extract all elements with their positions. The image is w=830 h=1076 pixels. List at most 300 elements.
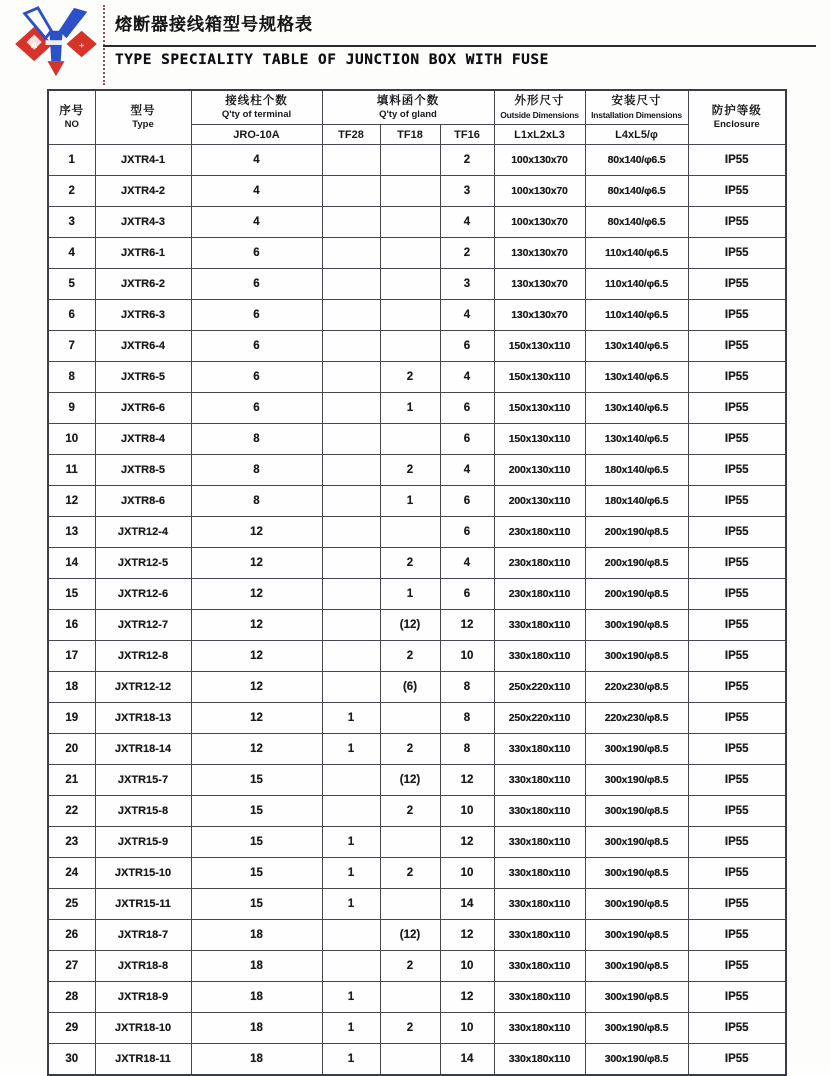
cell-tf28 xyxy=(322,765,380,796)
table-row xyxy=(48,951,786,982)
cell-enclosure: IP55 xyxy=(688,424,786,455)
cell-tf18: 2 xyxy=(380,796,440,827)
cell-tf28: 1 xyxy=(322,1044,380,1076)
cell-type: JXTR15-11 xyxy=(95,889,191,920)
cell-jro10a: 6 xyxy=(191,238,322,269)
cell-enclosure: IP55 xyxy=(688,982,786,1013)
cell-type: JXTR18-9 xyxy=(95,982,191,1013)
cell-tf18: 1 xyxy=(380,579,440,610)
table-row xyxy=(48,579,786,610)
cell-jro10a: 12 xyxy=(191,672,322,703)
cell-outside: 130x130x70 xyxy=(494,300,585,331)
cell-tf16: 12 xyxy=(440,765,494,796)
cell-jro10a: 18 xyxy=(191,1013,322,1044)
cell-tf28 xyxy=(322,579,380,610)
cell-type: JXTR18-7 xyxy=(95,920,191,951)
cell-no: 21 xyxy=(48,765,95,796)
cell-tf16: 6 xyxy=(440,486,494,517)
col-install-en: Installation Dimensions xyxy=(591,110,682,120)
cell-type: JXTR12-4 xyxy=(95,517,191,548)
cell-outside: 330x180x110 xyxy=(494,827,585,858)
cell-no: 25 xyxy=(48,889,95,920)
cell-type: JXTR12-8 xyxy=(95,641,191,672)
cell-tf16: 4 xyxy=(440,300,494,331)
cell-enclosure: IP55 xyxy=(688,300,786,331)
cell-no: 2 xyxy=(48,176,95,207)
cell-type: JXTR4-1 xyxy=(95,145,191,176)
cell-tf16: 14 xyxy=(440,1044,494,1076)
cell-tf18: 2 xyxy=(380,641,440,672)
cell-outside: 150x130x110 xyxy=(494,362,585,393)
cell-install: 80x140/φ6.5 xyxy=(585,176,688,207)
cell-install: 300x190/φ8.5 xyxy=(585,1013,688,1044)
cell-no: 28 xyxy=(48,982,95,1013)
cell-tf28: 1 xyxy=(322,858,380,889)
cell-outside: 330x180x110 xyxy=(494,796,585,827)
cell-type: JXTR18-14 xyxy=(95,734,191,765)
cell-tf18: 2 xyxy=(380,858,440,889)
cell-install: 220x230/φ8.5 xyxy=(585,672,688,703)
cell-no: 27 xyxy=(48,951,95,982)
cell-type: JXTR8-5 xyxy=(95,455,191,486)
cell-tf28 xyxy=(322,672,380,703)
cell-tf16: 4 xyxy=(440,207,494,238)
cell-outside: 330x180x110 xyxy=(494,610,585,641)
cell-outside: 330x180x110 xyxy=(494,1013,585,1044)
cell-tf16: 12 xyxy=(440,827,494,858)
cell-tf28 xyxy=(322,269,380,300)
cell-enclosure: IP55 xyxy=(688,858,786,889)
cell-tf18 xyxy=(380,238,440,269)
col-header-outside xyxy=(494,90,585,125)
cell-tf28: 1 xyxy=(322,734,380,765)
col-outside-zh: 外形尺寸 xyxy=(514,95,565,107)
cell-enclosure: IP55 xyxy=(688,610,786,641)
cell-jro10a: 12 xyxy=(191,703,322,734)
cell-no: 15 xyxy=(48,579,95,610)
cell-tf28 xyxy=(322,796,380,827)
cell-install: 220x230/φ8.5 xyxy=(585,703,688,734)
col-header-gland xyxy=(322,90,494,125)
cell-outside: 230x180x110 xyxy=(494,517,585,548)
cell-no: 12 xyxy=(48,486,95,517)
cell-tf28 xyxy=(322,207,380,238)
cell-no: 24 xyxy=(48,858,95,889)
col-header-type xyxy=(95,90,191,145)
col-terminal-zh: 接线柱个数 xyxy=(225,95,288,107)
cell-outside: 200x130x110 xyxy=(494,486,585,517)
cell-tf28 xyxy=(322,517,380,548)
cell-enclosure: IP55 xyxy=(688,579,786,610)
col-type-en: Type xyxy=(132,119,154,130)
table-row xyxy=(48,424,786,455)
cell-tf28 xyxy=(322,951,380,982)
cell-tf28 xyxy=(322,548,380,579)
cell-tf16: 6 xyxy=(440,393,494,424)
col-header-enclosure xyxy=(688,90,786,145)
cell-outside: 330x180x110 xyxy=(494,858,585,889)
spec-table-head xyxy=(48,90,786,145)
cell-install: 180x140/φ6.5 xyxy=(585,455,688,486)
cell-install: 300x190/φ8.5 xyxy=(585,951,688,982)
cell-outside: 250x220x110 xyxy=(494,703,585,734)
cell-type: JXTR4-3 xyxy=(95,207,191,238)
cell-tf18 xyxy=(380,145,440,176)
cell-outside: 250x220x110 xyxy=(494,672,585,703)
cell-type: JXTR18-8 xyxy=(95,951,191,982)
cell-no: 11 xyxy=(48,455,95,486)
table-row xyxy=(48,176,786,207)
col-header-no xyxy=(48,90,95,145)
cell-jro10a: 4 xyxy=(191,145,322,176)
cell-type: JXTR6-2 xyxy=(95,269,191,300)
table-row xyxy=(48,982,786,1013)
table-row xyxy=(48,331,786,362)
cell-enclosure: IP55 xyxy=(688,734,786,765)
cell-tf16: 12 xyxy=(440,610,494,641)
cell-type: JXTR8-4 xyxy=(95,424,191,455)
cell-enclosure: IP55 xyxy=(688,331,786,362)
cell-no: 3 xyxy=(48,207,95,238)
table-row xyxy=(48,1013,786,1044)
cell-tf18: (6) xyxy=(380,672,440,703)
cell-no: 7 xyxy=(48,331,95,362)
col-header-terminal xyxy=(191,90,322,125)
cell-enclosure: IP55 xyxy=(688,951,786,982)
cell-tf16: 4 xyxy=(440,455,494,486)
col-gland-zh: 填料函个数 xyxy=(376,95,440,107)
subcol-jro10a: JRO-10A xyxy=(191,125,322,145)
cell-outside: 330x180x110 xyxy=(494,1044,585,1076)
cell-install: 130x140/φ6.5 xyxy=(585,424,688,455)
cell-enclosure: IP55 xyxy=(688,207,786,238)
cell-jro10a: 12 xyxy=(191,517,322,548)
cell-no: 23 xyxy=(48,827,95,858)
cell-tf16: 10 xyxy=(440,796,494,827)
cell-tf18: 2 xyxy=(380,455,440,486)
col-terminal-en: Q'ty of terminal xyxy=(221,109,292,120)
cell-enclosure: IP55 xyxy=(688,889,786,920)
cell-type: JXTR6-5 xyxy=(95,362,191,393)
cell-jro10a: 15 xyxy=(191,796,322,827)
cell-enclosure: IP55 xyxy=(688,548,786,579)
cell-no: 17 xyxy=(48,641,95,672)
cell-tf28: 1 xyxy=(322,827,380,858)
cell-tf18: 2 xyxy=(380,951,440,982)
table-row xyxy=(48,889,786,920)
table-row xyxy=(48,486,786,517)
cell-outside: 230x180x110 xyxy=(494,548,585,579)
company-emblem-icon xyxy=(12,6,100,82)
title-divider xyxy=(103,45,816,47)
svg-text:+: + xyxy=(79,39,85,50)
svg-text:A: A xyxy=(31,39,38,50)
cell-install: 300x190/φ8.5 xyxy=(585,765,688,796)
cell-tf28 xyxy=(322,455,380,486)
subcol-tf18: TF18 xyxy=(380,125,440,145)
cell-enclosure: IP55 xyxy=(688,238,786,269)
cell-enclosure: IP55 xyxy=(688,641,786,672)
cell-jro10a: 15 xyxy=(191,858,322,889)
cell-enclosure: IP55 xyxy=(688,176,786,207)
cell-install: 80x140/φ6.5 xyxy=(585,207,688,238)
subcol-tf16: TF16 xyxy=(440,125,494,145)
cell-type: JXTR12-7 xyxy=(95,610,191,641)
cell-install: 130x140/φ6.5 xyxy=(585,393,688,424)
col-enclosure-zh: 防护等级 xyxy=(711,105,762,117)
cell-tf16: 8 xyxy=(440,703,494,734)
table-row xyxy=(48,238,786,269)
cell-no: 20 xyxy=(48,734,95,765)
cell-no: 22 xyxy=(48,796,95,827)
cell-no: 13 xyxy=(48,517,95,548)
cell-outside: 200x130x110 xyxy=(494,455,585,486)
cell-install: 300x190/φ8.5 xyxy=(585,982,688,1013)
cell-outside: 330x180x110 xyxy=(494,951,585,982)
cell-tf16: 2 xyxy=(440,238,494,269)
cell-tf16: 12 xyxy=(440,982,494,1013)
cell-outside: 330x180x110 xyxy=(494,920,585,951)
cell-install: 200x190/φ8.5 xyxy=(585,548,688,579)
cell-tf16: 6 xyxy=(440,579,494,610)
cell-install: 180x140/φ6.5 xyxy=(585,486,688,517)
page-title-en: TYPE SPECIALITY TABLE OF JUNCTION BOX WITH FUSE xyxy=(115,52,549,68)
cell-tf16: 3 xyxy=(440,269,494,300)
cell-type: JXTR18-10 xyxy=(95,1013,191,1044)
cell-jro10a: 18 xyxy=(191,951,322,982)
cell-tf18 xyxy=(380,827,440,858)
cell-tf18 xyxy=(380,889,440,920)
cell-tf16: 4 xyxy=(440,548,494,579)
cell-enclosure: IP55 xyxy=(688,486,786,517)
cell-enclosure: IP55 xyxy=(688,827,786,858)
cell-tf18 xyxy=(380,269,440,300)
subcol-l4l5: L4xL5/φ xyxy=(585,125,688,145)
cell-tf16: 10 xyxy=(440,951,494,982)
cell-install: 300x190/φ8.5 xyxy=(585,827,688,858)
cell-type: JXTR12-6 xyxy=(95,579,191,610)
cell-outside: 130x130x70 xyxy=(494,269,585,300)
cell-jro10a: 12 xyxy=(191,610,322,641)
cell-tf18: (12) xyxy=(380,920,440,951)
cell-enclosure: IP55 xyxy=(688,145,786,176)
spec-table-body xyxy=(48,145,786,1076)
cell-install: 110x140/φ6.5 xyxy=(585,238,688,269)
spec-table xyxy=(47,89,787,1076)
cell-no: 6 xyxy=(48,300,95,331)
cell-tf16: 8 xyxy=(440,672,494,703)
cell-no: 1 xyxy=(48,145,95,176)
cell-no: 30 xyxy=(48,1044,95,1076)
cell-jro10a: 15 xyxy=(191,765,322,796)
cell-tf28 xyxy=(322,424,380,455)
table-row xyxy=(48,827,786,858)
cell-install: 300x190/φ8.5 xyxy=(585,1044,688,1076)
table-row xyxy=(48,300,786,331)
cell-tf28 xyxy=(322,610,380,641)
cell-install: 200x190/φ8.5 xyxy=(585,579,688,610)
col-header-install xyxy=(585,90,688,125)
table-row xyxy=(48,641,786,672)
cell-no: 19 xyxy=(48,703,95,734)
cell-jro10a: 15 xyxy=(191,827,322,858)
cell-tf28 xyxy=(322,362,380,393)
cell-enclosure: IP55 xyxy=(688,269,786,300)
table-row xyxy=(48,362,786,393)
cell-jro10a: 8 xyxy=(191,486,322,517)
cell-tf28: 1 xyxy=(322,703,380,734)
subcol-l1l2l3: L1xL2xL3 xyxy=(494,125,585,145)
cell-tf16: 8 xyxy=(440,734,494,765)
cell-install: 200x190/φ8.5 xyxy=(585,517,688,548)
cell-tf28 xyxy=(322,641,380,672)
cell-tf18: 2 xyxy=(380,734,440,765)
cell-install: 130x140/φ6.5 xyxy=(585,331,688,362)
cell-type: JXTR8-6 xyxy=(95,486,191,517)
cell-enclosure: IP55 xyxy=(688,796,786,827)
cell-jro10a: 8 xyxy=(191,455,322,486)
cell-tf28 xyxy=(322,145,380,176)
cell-install: 300x190/φ8.5 xyxy=(585,641,688,672)
cell-install: 300x190/φ8.5 xyxy=(585,796,688,827)
cell-jro10a: 6 xyxy=(191,300,322,331)
cell-jro10a: 12 xyxy=(191,579,322,610)
cell-no: 5 xyxy=(48,269,95,300)
cell-install: 300x190/φ8.5 xyxy=(585,920,688,951)
cell-tf16: 10 xyxy=(440,858,494,889)
cell-enclosure: IP55 xyxy=(688,765,786,796)
cell-tf18 xyxy=(380,517,440,548)
cell-type: JXTR12-5 xyxy=(95,548,191,579)
cell-outside: 130x130x70 xyxy=(494,238,585,269)
cell-install: 80x140/φ6.5 xyxy=(585,145,688,176)
cell-tf28 xyxy=(322,393,380,424)
cell-jro10a: 6 xyxy=(191,269,322,300)
col-gland-en: Q'ty of gland xyxy=(379,109,437,120)
cell-tf28 xyxy=(322,920,380,951)
cell-enclosure: IP55 xyxy=(688,920,786,951)
cell-type: JXTR6-4 xyxy=(95,331,191,362)
table-row xyxy=(48,703,786,734)
table-row xyxy=(48,207,786,238)
cell-jro10a: 6 xyxy=(191,362,322,393)
table-row xyxy=(48,672,786,703)
cell-install: 300x190/φ8.5 xyxy=(585,858,688,889)
cell-jro10a: 18 xyxy=(191,1044,322,1076)
cell-tf18: (12) xyxy=(380,765,440,796)
cell-install: 110x140/φ6.5 xyxy=(585,300,688,331)
col-no-zh: 序号 xyxy=(59,105,85,117)
table-row xyxy=(48,517,786,548)
cell-tf16: 4 xyxy=(440,362,494,393)
cell-outside: 150x130x110 xyxy=(494,424,585,455)
cell-tf28: 1 xyxy=(322,1013,380,1044)
cell-install: 110x140/φ6.5 xyxy=(585,269,688,300)
cell-tf28: 1 xyxy=(322,982,380,1013)
table-row xyxy=(48,269,786,300)
cell-no: 8 xyxy=(48,362,95,393)
page-title-zh: 熔断器接线箱型号规格表 xyxy=(115,15,313,34)
cell-tf18 xyxy=(380,1044,440,1076)
cell-enclosure: IP55 xyxy=(688,703,786,734)
cell-tf16: 2 xyxy=(440,145,494,176)
col-install-zh: 安装尺寸 xyxy=(611,95,662,107)
cell-tf16: 6 xyxy=(440,424,494,455)
cell-enclosure: IP55 xyxy=(688,393,786,424)
company-logo xyxy=(12,6,100,82)
cell-outside: 100x130x70 xyxy=(494,145,585,176)
cell-tf18: 2 xyxy=(380,1013,440,1044)
cell-tf16: 6 xyxy=(440,517,494,548)
cell-no: 14 xyxy=(48,548,95,579)
cell-enclosure: IP55 xyxy=(688,362,786,393)
cell-outside: 330x180x110 xyxy=(494,889,585,920)
cell-type: JXTR18-11 xyxy=(95,1044,191,1076)
table-row xyxy=(48,610,786,641)
cell-outside: 330x180x110 xyxy=(494,641,585,672)
cell-enclosure: IP55 xyxy=(688,455,786,486)
table-row xyxy=(48,734,786,765)
cell-no: 26 xyxy=(48,920,95,951)
table-row xyxy=(48,796,786,827)
cell-tf18 xyxy=(380,424,440,455)
cell-outside: 230x180x110 xyxy=(494,579,585,610)
cell-install: 300x190/φ8.5 xyxy=(585,889,688,920)
cell-tf28 xyxy=(322,300,380,331)
cell-tf18: (12) xyxy=(380,610,440,641)
cell-type: JXTR6-1 xyxy=(95,238,191,269)
cell-tf18 xyxy=(380,207,440,238)
cell-jro10a: 18 xyxy=(191,982,322,1013)
cell-enclosure: IP55 xyxy=(688,1044,786,1076)
cell-type: JXTR15-10 xyxy=(95,858,191,889)
cell-tf18: 1 xyxy=(380,393,440,424)
cell-install: 130x140/φ6.5 xyxy=(585,362,688,393)
table-row xyxy=(48,858,786,889)
cell-tf28 xyxy=(322,238,380,269)
cell-no: 10 xyxy=(48,424,95,455)
cell-jro10a: 6 xyxy=(191,393,322,424)
cell-outside: 100x130x70 xyxy=(494,176,585,207)
cell-enclosure: IP55 xyxy=(688,672,786,703)
cell-enclosure: IP55 xyxy=(688,1013,786,1044)
cell-jro10a: 12 xyxy=(191,548,322,579)
cell-no: 18 xyxy=(48,672,95,703)
spec-table-container xyxy=(47,89,787,1076)
cell-type: JXTR12-12 xyxy=(95,672,191,703)
cell-jro10a: 18 xyxy=(191,920,322,951)
cell-no: 9 xyxy=(48,393,95,424)
cell-outside: 150x130x110 xyxy=(494,393,585,424)
cell-tf18 xyxy=(380,703,440,734)
table-row xyxy=(48,393,786,424)
cell-type: JXTR15-8 xyxy=(95,796,191,827)
table-row xyxy=(48,920,786,951)
cell-type: JXTR4-2 xyxy=(95,176,191,207)
table-row xyxy=(48,145,786,176)
cell-tf18: 1 xyxy=(380,486,440,517)
col-outside-en: Outside Dimensions xyxy=(500,110,579,120)
cell-jro10a: 6 xyxy=(191,331,322,362)
cell-outside: 330x180x110 xyxy=(494,982,585,1013)
cell-tf16: 3 xyxy=(440,176,494,207)
cell-tf18: 2 xyxy=(380,362,440,393)
cell-tf28: 1 xyxy=(322,889,380,920)
cell-tf28 xyxy=(322,176,380,207)
cell-outside: 150x130x110 xyxy=(494,331,585,362)
cell-tf18 xyxy=(380,176,440,207)
cell-tf18 xyxy=(380,300,440,331)
